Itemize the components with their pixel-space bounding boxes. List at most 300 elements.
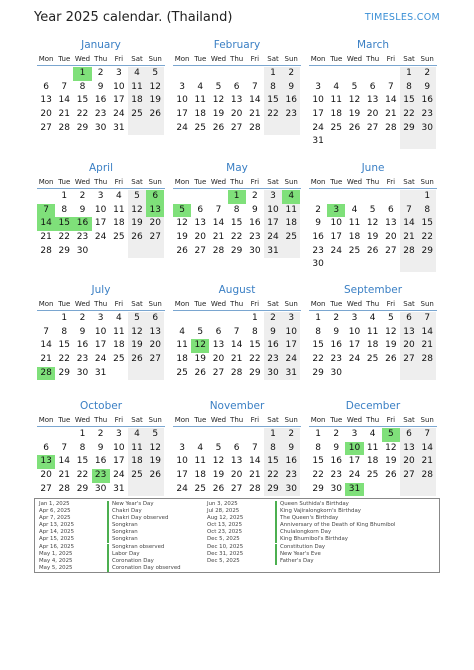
day-cell[interactable]: 11 (176, 340, 188, 351)
day-cell[interactable]: 12 (212, 95, 225, 106)
day-cell[interactable]: 11 (366, 442, 379, 453)
day-cell[interactable]: 25 (366, 470, 379, 481)
day-cell[interactable]: 25 (194, 483, 206, 494)
day-cell[interactable]: 9 (264, 326, 282, 340)
day-cell[interactable]: 22 (312, 470, 324, 481)
day-cell[interactable]: 6 (400, 428, 418, 442)
day-cell[interactable]: 31 (113, 483, 125, 494)
day-cell[interactable]: 30 (94, 483, 107, 494)
day-cell[interactable]: 7 (61, 81, 68, 92)
day-cell[interactable]: 17 (176, 470, 188, 481)
day-cell[interactable]: 5 (146, 428, 164, 442)
brand-link[interactable]: TIMESLES.COM (364, 12, 440, 23)
day-cell[interactable]: 2 (282, 67, 300, 81)
day-cell[interactable]: 1 (251, 313, 258, 323)
day-cell[interactable]: 23 (330, 354, 342, 365)
day-cell[interactable]: 13 (366, 95, 379, 106)
day-cell[interactable]: 4 (333, 81, 340, 92)
day-cell[interactable]: 8 (264, 442, 282, 456)
day-cell[interactable]: 10 (176, 456, 188, 467)
day-cell[interactable]: 30 (249, 245, 261, 256)
day-cell[interactable]: 14 (400, 217, 418, 231)
day-cell[interactable]: 19 (146, 455, 164, 469)
day-cell[interactable]: 6 (197, 204, 204, 215)
day-cell[interactable]: 14 (249, 456, 261, 467)
day-cell[interactable]: 27 (400, 353, 418, 367)
day-cell[interactable]: 21 (58, 109, 70, 120)
day-cell[interactable]: 31 (94, 367, 107, 378)
day-cell[interactable]: 27 (40, 483, 52, 494)
day-cell[interactable]: 21 (230, 354, 243, 365)
day-cell[interactable]: 4 (115, 313, 122, 323)
day-cell[interactable]: 22 (58, 354, 70, 365)
day-cell[interactable]: 7 (387, 81, 394, 92)
day-cell[interactable]: 2 (333, 429, 340, 439)
holiday-day-cell[interactable]: 7 (37, 204, 55, 218)
day-cell[interactable]: 23 (249, 232, 261, 243)
day-cell[interactable]: 26 (176, 245, 188, 256)
day-cell[interactable]: 20 (230, 470, 243, 481)
holiday-day-cell[interactable]: 10 (345, 442, 363, 456)
day-cell[interactable]: 15 (400, 94, 418, 108)
day-cell[interactable]: 24 (312, 122, 324, 133)
day-cell[interactable]: 1 (61, 191, 68, 201)
day-cell[interactable]: 2 (282, 428, 300, 442)
day-cell[interactable]: 4 (369, 429, 376, 439)
day-cell[interactable]: 12 (146, 81, 164, 95)
day-cell[interactable]: 7 (400, 204, 418, 218)
day-cell[interactable]: 17 (312, 109, 324, 120)
day-cell[interactable]: 10 (94, 204, 107, 215)
day-cell[interactable]: 14 (230, 340, 243, 351)
day-cell[interactable]: 17 (264, 217, 282, 231)
day-cell[interactable]: 28 (58, 122, 70, 133)
day-cell[interactable]: 11 (366, 326, 379, 337)
day-cell[interactable]: 9 (418, 81, 436, 95)
day-cell[interactable]: 20 (400, 339, 418, 353)
day-cell[interactable]: 17 (94, 340, 107, 351)
day-cell[interactable]: 18 (128, 455, 146, 469)
day-cell[interactable]: 19 (348, 109, 361, 120)
day-cell[interactable]: 11 (282, 204, 300, 218)
day-cell[interactable]: 23 (76, 232, 89, 243)
day-cell[interactable]: 5 (128, 312, 146, 326)
day-cell[interactable]: 24 (176, 122, 188, 133)
holiday-day-cell[interactable]: 5 (382, 428, 400, 442)
day-cell[interactable]: 1 (61, 313, 68, 323)
day-cell[interactable]: 21 (40, 232, 52, 243)
day-cell[interactable]: 10 (176, 95, 188, 106)
day-cell[interactable]: 2 (97, 429, 104, 439)
day-cell[interactable]: 7 (233, 326, 240, 337)
day-cell[interactable]: 9 (97, 81, 104, 92)
day-cell[interactable]: 20 (400, 455, 418, 469)
day-cell[interactable]: 24 (348, 354, 361, 365)
day-cell[interactable]: 24 (94, 354, 107, 365)
day-cell[interactable]: 16 (76, 340, 89, 351)
day-cell[interactable]: 25 (366, 354, 379, 365)
day-cell[interactable]: 6 (400, 312, 418, 326)
day-cell[interactable]: 23 (282, 108, 300, 122)
day-cell[interactable]: 20 (146, 339, 164, 353)
day-cell[interactable]: 23 (264, 353, 282, 367)
day-cell[interactable]: 14 (212, 218, 225, 229)
day-cell[interactable]: 15 (418, 217, 436, 231)
day-cell[interactable]: 26 (385, 354, 397, 365)
day-cell[interactable]: 18 (113, 218, 125, 229)
day-cell[interactable]: 2 (79, 191, 86, 201)
day-cell[interactable]: 11 (194, 95, 206, 106)
day-cell[interactable]: 14 (418, 326, 436, 340)
day-cell[interactable]: 13 (146, 326, 164, 340)
day-cell[interactable]: 3 (179, 442, 185, 453)
holiday-day-cell[interactable]: 5 (173, 204, 191, 218)
day-cell[interactable]: 10 (113, 81, 125, 92)
day-cell[interactable]: 15 (249, 340, 261, 351)
day-cell[interactable]: 21 (212, 232, 225, 243)
day-cell[interactable]: 11 (348, 218, 361, 229)
holiday-day-cell[interactable]: 13 (146, 204, 164, 218)
day-cell[interactable]: 19 (128, 217, 146, 231)
day-cell[interactable]: 5 (128, 190, 146, 204)
day-cell[interactable]: 3 (351, 313, 358, 323)
day-cell[interactable]: 16 (282, 94, 300, 108)
day-cell[interactable]: 8 (79, 442, 86, 453)
day-cell[interactable]: 3 (351, 429, 358, 439)
day-cell[interactable]: 24 (176, 483, 188, 494)
day-cell[interactable]: 28 (385, 122, 397, 133)
day-cell[interactable]: 11 (194, 456, 206, 467)
day-cell[interactable]: 7 (43, 326, 49, 337)
day-cell[interactable]: 23 (282, 469, 300, 483)
day-cell[interactable]: 11 (128, 442, 146, 456)
day-cell[interactable]: 31 (264, 245, 282, 259)
day-cell[interactable]: 27 (194, 245, 206, 256)
day-cell[interactable]: 12 (385, 442, 397, 453)
day-cell[interactable]: 25 (330, 122, 342, 133)
day-cell[interactable]: 15 (264, 94, 282, 108)
day-cell[interactable]: 13 (230, 95, 243, 106)
day-cell[interactable]: 19 (366, 232, 379, 243)
day-cell[interactable]: 25 (128, 108, 146, 122)
day-cell[interactable]: 16 (94, 95, 107, 106)
day-cell[interactable]: 7 (215, 204, 222, 215)
day-cell[interactable]: 18 (330, 109, 342, 120)
day-cell[interactable]: 8 (400, 81, 418, 95)
day-cell[interactable]: 15 (76, 95, 89, 106)
day-cell[interactable]: 14 (249, 95, 261, 106)
day-cell[interactable]: 15 (58, 340, 70, 351)
day-cell[interactable]: 19 (194, 354, 206, 365)
holiday-day-cell[interactable]: 28 (37, 367, 55, 381)
day-cell[interactable]: 18 (348, 232, 361, 243)
day-cell[interactable]: 13 (40, 95, 52, 106)
day-cell[interactable]: 4 (179, 326, 185, 337)
day-cell[interactable]: 18 (176, 354, 188, 365)
day-cell[interactable]: 12 (176, 218, 188, 229)
day-cell[interactable]: 21 (385, 109, 397, 120)
day-cell[interactable]: 18 (366, 456, 379, 467)
day-cell[interactable]: 8 (264, 81, 282, 95)
day-cell[interactable]: 16 (249, 218, 261, 229)
day-cell[interactable]: 16 (264, 339, 282, 353)
day-cell[interactable]: 17 (348, 456, 361, 467)
day-cell[interactable]: 4 (197, 81, 204, 92)
day-cell[interactable]: 20 (366, 109, 379, 120)
day-cell[interactable]: 12 (385, 326, 397, 337)
day-cell[interactable]: 16 (282, 455, 300, 469)
day-cell[interactable]: 12 (366, 218, 379, 229)
day-cell[interactable]: 30 (418, 122, 436, 136)
day-cell[interactable]: 5 (146, 67, 164, 81)
day-cell[interactable]: 20 (230, 109, 243, 120)
day-cell[interactable]: 14 (58, 456, 70, 467)
day-cell[interactable]: 6 (146, 312, 164, 326)
day-cell[interactable]: 22 (76, 470, 89, 481)
day-cell[interactable]: 16 (330, 340, 342, 351)
holiday-day-cell[interactable]: 1 (73, 67, 91, 81)
day-cell[interactable]: 20 (40, 470, 52, 481)
day-cell[interactable]: 24 (113, 109, 125, 120)
day-cell[interactable]: 27 (146, 353, 164, 367)
day-cell[interactable]: 30 (76, 245, 89, 256)
day-cell[interactable]: 23 (330, 470, 342, 481)
day-cell[interactable]: 27 (400, 469, 418, 483)
day-cell[interactable]: 26 (194, 367, 206, 378)
day-cell[interactable]: 4 (369, 313, 376, 323)
day-cell[interactable]: 21 (249, 470, 261, 481)
day-cell[interactable]: 14 (58, 95, 70, 106)
holiday-day-cell[interactable]: 16 (73, 217, 91, 231)
day-cell[interactable]: 11 (330, 95, 342, 106)
day-cell[interactable]: 28 (249, 122, 261, 133)
day-cell[interactable]: 2 (315, 204, 321, 215)
day-cell[interactable]: 4 (115, 191, 122, 201)
holiday-day-cell[interactable]: 31 (345, 483, 363, 497)
day-cell[interactable]: 19 (212, 109, 225, 120)
day-cell[interactable]: 24 (94, 232, 107, 243)
day-cell[interactable]: 1 (400, 67, 418, 81)
day-cell[interactable]: 26 (128, 231, 146, 245)
day-cell[interactable]: 8 (418, 204, 436, 218)
day-cell[interactable]: 23 (312, 245, 324, 256)
day-cell[interactable]: 28 (418, 469, 436, 483)
day-cell[interactable]: 9 (282, 442, 300, 456)
day-cell[interactable]: 22 (58, 232, 70, 243)
day-cell[interactable]: 30 (330, 367, 342, 378)
day-cell[interactable]: 15 (312, 340, 324, 351)
day-cell[interactable]: 5 (197, 326, 204, 337)
day-cell[interactable]: 17 (330, 232, 342, 243)
holiday-day-cell[interactable]: 4 (282, 190, 300, 204)
day-cell[interactable]: 5 (215, 442, 222, 453)
day-cell[interactable]: 10 (94, 326, 107, 337)
day-cell[interactable]: 5 (215, 81, 222, 92)
day-cell[interactable]: 29 (312, 483, 324, 494)
day-cell[interactable]: 8 (251, 326, 258, 337)
day-cell[interactable]: 6 (369, 81, 376, 92)
day-cell[interactable]: 19 (176, 232, 188, 243)
day-cell[interactable]: 25 (113, 354, 125, 365)
day-cell[interactable]: 21 (249, 109, 261, 120)
day-cell[interactable]: 6 (387, 204, 394, 215)
day-cell[interactable]: 24 (113, 470, 125, 481)
day-cell[interactable]: 31 (113, 122, 125, 133)
day-cell[interactable]: 17 (113, 456, 125, 467)
day-cell[interactable]: 10 (330, 218, 342, 229)
day-cell[interactable]: 28 (212, 245, 225, 256)
day-cell[interactable]: 19 (146, 94, 164, 108)
day-cell[interactable]: 1 (418, 190, 436, 204)
day-cell[interactable]: 27 (212, 367, 225, 378)
day-cell[interactable]: 18 (366, 340, 379, 351)
day-cell[interactable]: 23 (94, 109, 107, 120)
day-cell[interactable]: 5 (369, 204, 376, 215)
day-cell[interactable]: 5 (351, 81, 358, 92)
day-cell[interactable]: 28 (230, 367, 243, 378)
day-cell[interactable]: 8 (233, 204, 240, 215)
day-cell[interactable]: 18 (282, 217, 300, 231)
day-cell[interactable]: 22 (264, 108, 282, 122)
day-cell[interactable]: 29 (264, 483, 282, 497)
day-cell[interactable]: 1 (315, 429, 321, 439)
day-cell[interactable]: 16 (330, 456, 342, 467)
day-cell[interactable]: 3 (264, 190, 282, 204)
day-cell[interactable]: 27 (230, 483, 243, 494)
day-cell[interactable]: 12 (146, 442, 164, 456)
day-cell[interactable]: 7 (61, 442, 68, 453)
day-cell[interactable]: 17 (113, 95, 125, 106)
day-cell[interactable]: 4 (128, 428, 146, 442)
holiday-day-cell[interactable]: 1 (228, 190, 246, 204)
day-cell[interactable]: 9 (282, 81, 300, 95)
day-cell[interactable]: 11 (128, 81, 146, 95)
holiday-day-cell[interactable]: 14 (37, 217, 55, 231)
day-cell[interactable]: 20 (212, 354, 225, 365)
day-cell[interactable]: 30 (264, 367, 282, 381)
day-cell[interactable]: 31 (282, 367, 300, 381)
day-cell[interactable]: 17 (282, 339, 300, 353)
day-cell[interactable]: 15 (312, 456, 324, 467)
day-cell[interactable]: 26 (212, 483, 225, 494)
day-cell[interactable]: 25 (194, 122, 206, 133)
day-cell[interactable]: 29 (58, 367, 70, 378)
day-cell[interactable]: 4 (197, 442, 204, 453)
day-cell[interactable]: 28 (249, 483, 261, 494)
day-cell[interactable]: 2 (251, 191, 258, 201)
day-cell[interactable]: 24 (348, 470, 361, 481)
day-cell[interactable]: 8 (61, 326, 68, 337)
day-cell[interactable]: 22 (230, 232, 243, 243)
day-cell[interactable]: 10 (264, 204, 282, 218)
day-cell[interactable]: 16 (312, 232, 324, 243)
day-cell[interactable]: 26 (385, 470, 397, 481)
day-cell[interactable]: 26 (146, 108, 164, 122)
day-cell[interactable]: 28 (40, 245, 52, 256)
day-cell[interactable]: 9 (333, 442, 340, 453)
day-cell[interactable]: 8 (315, 326, 321, 337)
day-cell[interactable]: 15 (264, 455, 282, 469)
day-cell[interactable]: 10 (282, 326, 300, 340)
day-cell[interactable]: 3 (179, 81, 185, 92)
day-cell[interactable]: 11 (113, 204, 125, 215)
day-cell[interactable]: 31 (312, 136, 324, 147)
day-cell[interactable]: 21 (400, 231, 418, 245)
day-cell[interactable]: 27 (366, 122, 379, 133)
day-cell[interactable]: 19 (128, 339, 146, 353)
day-cell[interactable]: 26 (146, 469, 164, 483)
day-cell[interactable]: 2 (333, 313, 340, 323)
day-cell[interactable]: 7 (251, 81, 258, 92)
day-cell[interactable]: 9 (79, 326, 86, 337)
day-cell[interactable]: 27 (40, 122, 52, 133)
day-cell[interactable]: 14 (418, 442, 436, 456)
day-cell[interactable]: 30 (94, 122, 107, 133)
day-cell[interactable]: 16 (94, 456, 107, 467)
day-cell[interactable]: 3 (315, 81, 321, 92)
day-cell[interactable]: 1 (264, 67, 282, 81)
holiday-day-cell[interactable]: 23 (92, 469, 110, 483)
day-cell[interactable]: 17 (348, 340, 361, 351)
day-cell[interactable]: 13 (194, 218, 206, 229)
day-cell[interactable]: 1 (264, 428, 282, 442)
day-cell[interactable]: 21 (40, 354, 52, 365)
day-cell[interactable]: 15 (230, 218, 243, 229)
day-cell[interactable]: 13 (385, 218, 397, 229)
day-cell[interactable]: 27 (146, 231, 164, 245)
day-cell[interactable]: 28 (58, 483, 70, 494)
day-cell[interactable]: 29 (76, 122, 89, 133)
day-cell[interactable]: 26 (128, 353, 146, 367)
day-cell[interactable]: 4 (351, 204, 358, 215)
day-cell[interactable]: 22 (400, 108, 418, 122)
day-cell[interactable]: 24 (282, 353, 300, 367)
day-cell[interactable]: 2 (264, 312, 282, 326)
day-cell[interactable]: 22 (264, 469, 282, 483)
day-cell[interactable]: 2 (79, 313, 86, 323)
day-cell[interactable]: 21 (418, 339, 436, 353)
day-cell[interactable]: 24 (330, 245, 342, 256)
day-cell[interactable]: 1 (315, 313, 321, 323)
day-cell[interactable]: 18 (194, 109, 206, 120)
day-cell[interactable]: 28 (418, 353, 436, 367)
day-cell[interactable]: 3 (115, 68, 122, 78)
day-cell[interactable]: 27 (385, 245, 397, 256)
day-cell[interactable]: 10 (348, 326, 361, 337)
day-cell[interactable]: 30 (312, 259, 324, 270)
day-cell[interactable]: 30 (76, 367, 89, 378)
day-cell[interactable]: 5 (387, 313, 394, 323)
day-cell[interactable]: 13 (212, 340, 225, 351)
day-cell[interactable]: 25 (113, 232, 125, 243)
day-cell[interactable]: 6 (215, 326, 222, 337)
day-cell[interactable]: 19 (212, 470, 225, 481)
day-cell[interactable]: 7 (418, 428, 436, 442)
day-cell[interactable]: 25 (282, 231, 300, 245)
day-cell[interactable]: 7 (418, 312, 436, 326)
day-cell[interactable]: 9 (97, 442, 104, 453)
day-cell[interactable]: 10 (113, 442, 125, 453)
day-cell[interactable]: 25 (176, 367, 188, 378)
holiday-day-cell[interactable]: 13 (37, 455, 55, 469)
day-cell[interactable]: 9 (251, 204, 258, 215)
day-cell[interactable]: 4 (128, 67, 146, 81)
day-cell[interactable]: 17 (94, 218, 107, 229)
day-cell[interactable]: 6 (43, 442, 49, 453)
day-cell[interactable]: 29 (249, 367, 261, 378)
day-cell[interactable]: 17 (176, 109, 188, 120)
day-cell[interactable]: 6 (233, 442, 240, 453)
